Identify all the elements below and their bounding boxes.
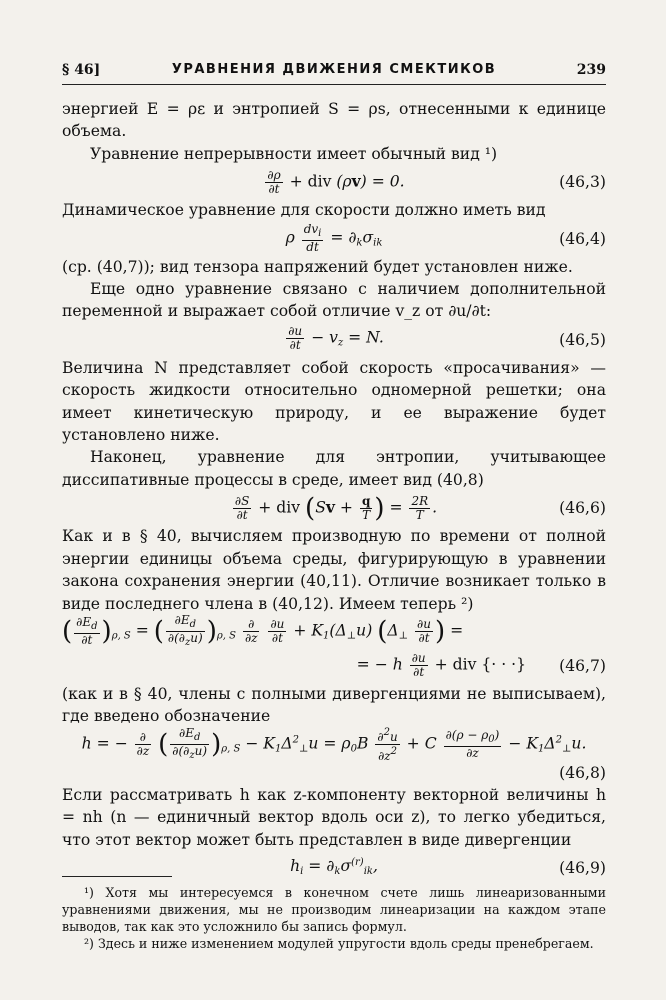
equation-46-7-line-1 <box>62 615 606 649</box>
equation-content: $\frac{\partial S}{\partial t}$ + div (Sv + $\frac{q}{T}$ ) = $\frac{2R}{T}$ . <box>234 493 438 524</box>
equation-number: (46,4) <box>559 229 606 248</box>
body-text <box>62 98 606 885</box>
paragraph: (ср. (40,7)); вид тензора напряжений будет установлен ниже. <box>62 257 573 276</box>
equation-46-5 <box>62 323 606 357</box>
equation-content: $\frac{\partial u}{\partial t}$ − $v_z = N$. <box>288 323 384 352</box>
paragraph: энергией E = ρε и энтропией S = ρs, отнесенными к единице объема. <box>62 100 606 141</box>
paragraph: (как и в § 40, члены с полными дивергенциями не выписываем), где введено обозначение <box>62 684 606 726</box>
equation-number: (46,7) <box>559 656 606 675</box>
paragraph: Если рассматривать h как z-компоненту векторной величины h = nh (n — единичный вектор вдоль оси z), то легко убедиться, что этот вектор может быть представлен в виде дивергенции <box>62 785 606 849</box>
equation-46-7-line-2 <box>62 649 606 683</box>
section-ref: § 46] <box>62 62 101 78</box>
equation-number: (46,9) <box>559 858 606 877</box>
paragraph: Как и в § 40, вычисляем производную по времени от полной энергии единицы объема среды, фигурирующую в уравнении закона сохранения энергии (40,11). Отличие возникает только в виде последнего члена в (40,12). Имеем теперь ²) <box>62 527 606 613</box>
running-title: УРАВНЕНИЯ ДВИЖЕНИЯ СМЕКТИКОВ <box>171 62 497 77</box>
equation-content: $\frac{\partial\rho}{\partial t}$ + div (ρv) = 0. <box>267 167 405 196</box>
equation-number: (46,5) <box>559 330 606 349</box>
equation-number: (46,3) <box>559 173 606 192</box>
equation-content: = − h $\frac{\partial u}{\partial t}$ + div {· · ·} <box>356 651 526 680</box>
paragraph: Динамическое уравнение для скорости должно иметь вид <box>62 201 546 220</box>
equation-46-4 <box>62 222 606 256</box>
equation-46-8 <box>62 728 606 762</box>
equation-number-row <box>62 762 606 784</box>
equation-46-6 <box>62 491 606 525</box>
page-number: 239 <box>576 62 606 78</box>
equation-46-3 <box>62 165 606 199</box>
paragraph: Величина N представляет собой скорость «просачивания» — скорость жидкости относительно одномерной решетки; она имеет кинетическую природу, и ее выражение будет установлено ниже. <box>62 358 606 445</box>
paragraph: Уравнение непрерывности имеет обычный вид ¹) <box>90 144 498 163</box>
paragraph: Еще одно уравнение связано с наличием дополнительной переменной и выражает собой отличие v_z от ∂u/∂t: <box>62 280 606 321</box>
paragraph: Наконец, уравнение для энтропии, учитывающее диссипативные процессы в среде, имеет вид (40,8) <box>62 448 606 489</box>
equation-content: $h_i = \partial_k\sigma^{(r)}_{ik}$, <box>290 857 378 878</box>
header-rule <box>62 84 606 85</box>
footnote: ²) Здесь и ниже изменением модулей упругости вдоль среды пренебрегаем. <box>84 936 594 951</box>
footnotes <box>62 884 606 952</box>
footnote-rule <box>62 876 172 877</box>
equation-content: ( $\frac{\partial E_d}{\partial t}$ )$_{\rho, S}$ = ( $\frac{\partial E_d}{\partial(\partial_zu)}$ )$_{\rho, S}$ $\frac{\partial}{\partial z}$ $\frac{\partial u}{\partial t}$ + $K_1(\Delta_\perp u)$ ($\Delta_\perp$ $\frac{\partial u}{\partial t}$ ) = <box>62 613 464 649</box>
equation-number: (46,6) <box>559 499 606 518</box>
running-header <box>62 62 606 84</box>
equation-number: (46,8) <box>559 763 606 782</box>
footnote: ¹) Хотя мы интересуемся в конечном счете лишь линеаризованными уравнениями движения, мы не производим линеаризации на каждом этапе выводов, так как это усложнило бы запись формул. <box>62 885 606 934</box>
equation-content: ρ $\frac{dv_i}{dt}$ = $\partial_k\sigma_{ik}$ <box>285 221 383 254</box>
equation-46-9 <box>62 851 606 885</box>
equation-content: h = − $\frac{\partial}{\partial z}$ ( $\frac{\partial E_d}{\partial(\partial_zu)}$ )$_{\rho, S} - K_1\Delta^2_\perp u = \rho_0B$ $\frac{\partial^2u}{\partial z^2}$ + C $\frac{\partial(\rho - \rho_0)}{\partial z}$ − $K_1\Delta^2_\perp u$. <box>81 726 587 764</box>
